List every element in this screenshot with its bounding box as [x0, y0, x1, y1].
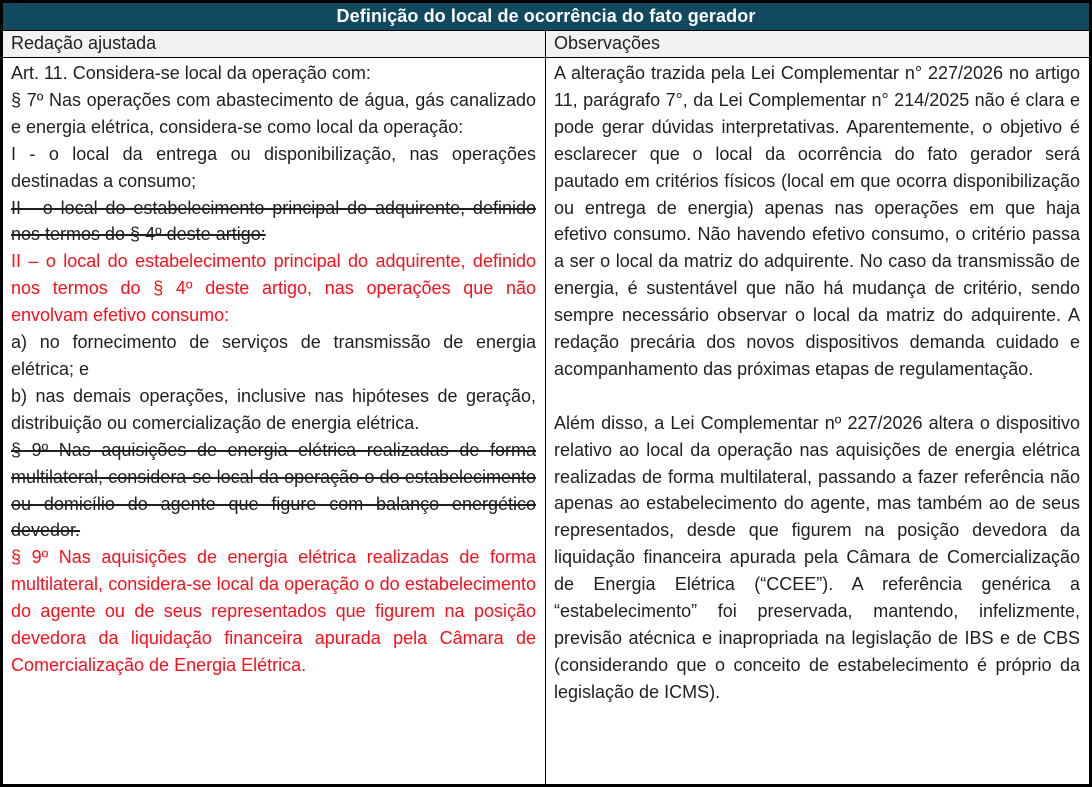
left-paragraph-item2-new: II – o local do estabelecimento principal do adquirente, definido nos termos do § 4º deste artigo, nas operações que não envolvam efetivo consumo:	[11, 251, 536, 326]
table-title: Definição do local de ocorrência do fato gerador	[3, 3, 1089, 31]
left-paragraph-par7: § 7º Nas operações com abastecimento de água, gás canalizado e energia elétrica, considera-se como local da operação:	[11, 89, 536, 137]
left-paragraph-item1: I - o local da entrega ou disponibilização, nas operações destinadas a consumo;	[11, 143, 536, 191]
left-paragraph-letter-b: b) nas demais operações, inclusive nas hipóteses de geração, distribuição ou comercialização de energia elétrica.	[11, 385, 536, 433]
table-body-row	[3, 58, 1089, 784]
left-paragraph-par9-deleted: § 9º Nas aquisições de energia elétrica realizadas de forma multilateral, considera-se local da operação o do estabelecimento ou domicílio do agente que figure com balanço energético devedor.	[11, 439, 536, 541]
column-header-observacoes: Observações	[554, 33, 661, 53]
observation-paragraph-1: A alteração trazida pela Lei Complementar n° 227/2026 no artigo 11, parágrafo 7°, da Lei Complementar n° 214/2025 não é clara e pode gerar dúvidas interpretativas. Aparentemente, o objetivo é esclarecer que o local da ocorrência do fato gerador será pautado em critérios físicos (local em que ocorra disponibilização ou entrega de energia) apenas nas operações em que haja efetivo consumo. Não havendo efetivo consumo, o critério passa a ser o local da matriz do adquirente. No caso da transmissão de energia, é sustentável que não há mudança de critério, sendo sempre necessário observar o local da matriz do adquirente. A redação precária dos novos dispositivos demanda cuidado e acompanhamento das próximas etapas de regulamentação.	[554, 63, 1080, 379]
observations-cell	[546, 58, 1089, 784]
left-paragraph-letter-a: a) no fornecimento de serviços de transmissão de energia elétrica; e	[11, 332, 536, 379]
left-paragraph-par9-new: § 9º Nas aquisições de energia elétrica realizadas de forma multilateral, considera-se local da operação o do estabelecimento do agente ou de seus representados que figurem na posição devedora da liquidação financeira apurada pela Câmara de Comercialização de Energia Elétrica.	[11, 547, 536, 675]
left-paragraph-art11: Art. 11. Considera-se local da operação com:	[11, 63, 371, 83]
left-paragraph-item2-deleted: II - o local do estabelecimento principal do adquirente, definido nos termos do § 4º deste artigo:	[11, 197, 536, 245]
adjusted-wording-cell	[3, 58, 546, 784]
column-header-redacao-ajustada: Redação ajustada	[3, 31, 546, 57]
observation-paragraph-2: Além disso, a Lei Complementar nº 227/2026 altera o dispositivo relativo ao local da operação nas aquisições de energia elétrica realizadas de forma multilateral, passando a fazer referência não apenas ao estabelecimento do agente, mas também ao de seus representados, desde que figurem na posição devedora da liquidação financeira apurada pela Câmara de Comercialização de Energia Elétrica (“CCEE”). A referência genérica a “estabelecimento” foi preservada, mantendo, infelizmente, previsão atécnica e inapropriada na legislação de IBS e de CBS (considerando que o conceito de estabelecimento é próprio da legislação de ICMS).	[554, 412, 1080, 702]
column-header-row	[3, 31, 1089, 58]
